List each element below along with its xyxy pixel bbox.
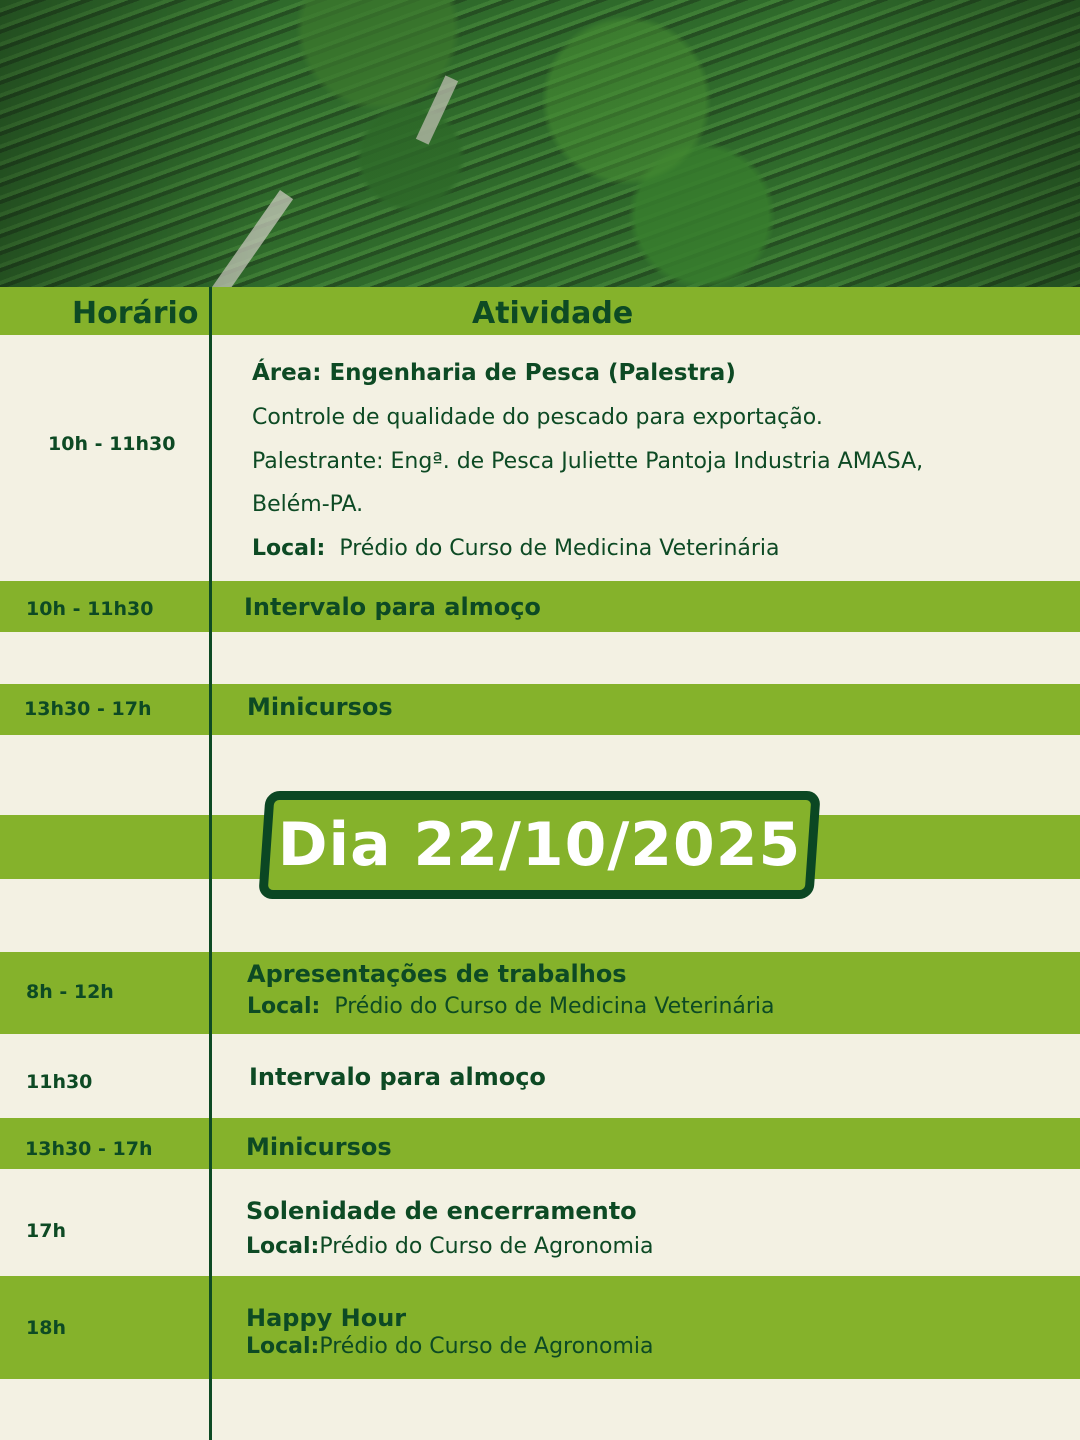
location-label: Local: (246, 1234, 320, 1259)
header-horario: Horário (72, 296, 199, 331)
row-title: Minicursos (247, 693, 393, 721)
row-title: Solenidade de encerramento (246, 1197, 637, 1225)
row-title: Área: Engenharia de Pesca (Palestra) (252, 360, 736, 386)
date-banner: Dia 22/10/2025 (277, 810, 802, 880)
column-divider (209, 287, 212, 1440)
row-title: Intervalo para almoço (244, 593, 541, 621)
location-label: Local: (246, 1334, 320, 1359)
row-time: 17h (26, 1220, 66, 1242)
row-title: Intervalo para almoço (249, 1063, 546, 1091)
row-time: 10h - 11h30 (26, 598, 154, 620)
row-time: 18h (26, 1317, 66, 1339)
header-photo-tea-plantation (0, 0, 1080, 287)
location-value: Prédio do Curso de Agronomia (319, 1334, 654, 1359)
row-title: Minicursos (246, 1133, 392, 1161)
row-time: 13h30 - 17h (24, 698, 152, 720)
row-location (252, 536, 780, 561)
row-location (246, 1334, 654, 1359)
row-time: 13h30 - 17h (25, 1138, 153, 1160)
row-speaker-city: Belém-PA. (252, 492, 364, 517)
location-value: Prédio do Curso de Medicina Veterinária (339, 536, 780, 561)
row-time: 8h - 12h (26, 981, 114, 1003)
row-description: Controle de qualidade do pescado para exportação. (252, 405, 823, 430)
header-atividade: Atividade (472, 296, 634, 331)
row-title: Apresentações de trabalhos (247, 960, 627, 988)
location-value: Prédio do Curso de Agronomia (319, 1234, 654, 1259)
photo-road (416, 75, 458, 144)
row-band (0, 684, 1080, 735)
row-time: 10h - 11h30 (48, 433, 176, 455)
row-location (246, 1234, 654, 1259)
row-band (0, 1118, 1080, 1169)
row-location (247, 994, 775, 1019)
row-speaker: Palestrante: Engª. de Pesca Juliette Pantoja Industria AMASA, (252, 449, 924, 474)
row-band (0, 1276, 1080, 1379)
photo-road (211, 190, 293, 287)
location-label: Local: (247, 994, 321, 1019)
location-value: Prédio do Curso de Medicina Veterinária (334, 994, 775, 1019)
row-title: Happy Hour (246, 1304, 407, 1332)
location-label: Local: (252, 536, 326, 561)
row-time: 11h30 (26, 1071, 93, 1093)
